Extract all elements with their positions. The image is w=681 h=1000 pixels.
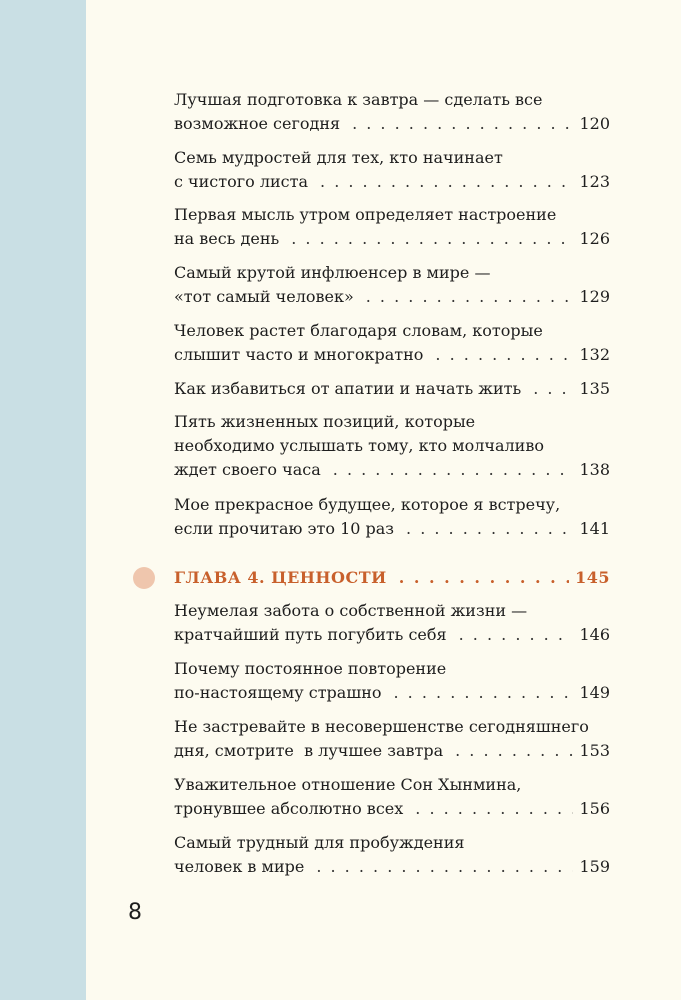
- toc-entry[interactable]: [174, 493, 610, 541]
- dot-leader: [316, 855, 573, 879]
- entry-title-line: Как избавиться от апатии и начать жить: [174, 379, 522, 398]
- toc-entry[interactable]: [174, 773, 610, 821]
- chapter-bullet-icon: [133, 567, 155, 589]
- entry-title-line: дня, смотрите в лучшее завтра: [174, 741, 444, 760]
- dot-leader: [352, 112, 573, 136]
- entry-title-line: если прочитаю это 10 раз: [174, 519, 395, 538]
- page-number: 8: [128, 900, 142, 925]
- entry-title-line: на весь день: [174, 229, 280, 248]
- page-ref: 156: [579, 799, 610, 818]
- entry-title-line: Не застревайте в несовершенстве сегодняшнего: [174, 717, 589, 736]
- toc-entry[interactable]: [174, 203, 610, 251]
- chapter-page-ref: 145: [575, 568, 610, 587]
- chapter-heading[interactable]: [174, 566, 610, 590]
- entry-title-line: тронувшее абсолютно всех: [174, 799, 404, 818]
- dot-leader: [366, 285, 574, 309]
- page-ref: 138: [579, 460, 610, 479]
- dot-leader: [394, 681, 574, 705]
- entry-title-line: Семь мудростей для тех, кто начинает: [174, 148, 503, 167]
- toc-entry[interactable]: [174, 319, 610, 367]
- dot-leader: [415, 797, 573, 821]
- page-ref: 126: [579, 229, 610, 248]
- entry-title-line: слышит часто и многократно: [174, 345, 424, 364]
- entry-title-line: Лучшая подготовка к завтра — сделать все: [174, 90, 543, 109]
- entry-title-line: ждет своего часа: [174, 460, 321, 479]
- entry-title-line: Мое прекрасное будущее, которое я встречу,: [174, 495, 561, 514]
- entry-title-line: Человек растет благодаря словам, которые: [174, 321, 543, 340]
- entry-title-line: человек в мире: [174, 857, 305, 876]
- dot-leader: [533, 377, 573, 401]
- entry-title-line: Первая мысль утром определяет настроение: [174, 205, 557, 224]
- toc-entry[interactable]: [174, 261, 610, 309]
- page-ref: 120: [579, 114, 610, 133]
- entry-title-line: Пять жизненных позиций, которые: [174, 412, 476, 431]
- toc-entry[interactable]: [174, 831, 610, 879]
- page-ref: 135: [579, 379, 610, 398]
- entry-title-line: Неумелая забота о собственной жизни —: [174, 601, 528, 620]
- toc-entry[interactable]: [174, 657, 610, 705]
- entry-title-line: Уважительное отношение Сон Хынмина,: [174, 775, 522, 794]
- entry-title-line: возможное сегодня: [174, 114, 341, 133]
- toc-entry[interactable]: [174, 88, 610, 136]
- toc-entry[interactable]: [174, 715, 610, 763]
- entry-title-line: кратчайший путь погубить себя: [174, 625, 447, 644]
- dot-leader: [455, 739, 573, 763]
- page-ref: 132: [579, 345, 610, 364]
- page-ref: 159: [579, 857, 610, 876]
- entry-title-line: необходимо услышать тому, кто молчаливо: [174, 436, 544, 455]
- dot-leader: [399, 566, 569, 590]
- page-ref: 129: [579, 287, 610, 306]
- entry-title-line: «тот самый человек»: [174, 287, 354, 306]
- page-ref: 141: [579, 519, 610, 538]
- entry-title-line: по-настоящему страшно: [174, 683, 382, 702]
- dot-leader: [435, 343, 573, 367]
- page-ref: 146: [579, 625, 610, 644]
- dot-leader: [406, 517, 573, 541]
- side-color-band: [0, 0, 86, 1000]
- entry-title-line: Самый трудный для пробуждения: [174, 833, 465, 852]
- entry-title-line: с чистого листа: [174, 172, 309, 191]
- page-ref: 149: [579, 683, 610, 702]
- toc-entry[interactable]: [174, 146, 610, 194]
- dot-leader: [333, 458, 574, 482]
- dot-leader: [320, 170, 573, 194]
- page-ref: 153: [579, 741, 610, 760]
- dot-leader: [291, 227, 573, 251]
- entry-title-line: Самый крутой инфлюенсер в мире —: [174, 263, 491, 282]
- toc-entry[interactable]: [174, 599, 610, 647]
- dot-leader: [459, 623, 574, 647]
- page-ref: 123: [579, 172, 610, 191]
- toc-entry[interactable]: [174, 377, 610, 401]
- chapter-title: ГЛАВА 4. ЦЕННОСТИ: [174, 568, 387, 587]
- toc-entry[interactable]: [174, 410, 610, 482]
- entry-title-line: Почему постоянное повторение: [174, 659, 447, 678]
